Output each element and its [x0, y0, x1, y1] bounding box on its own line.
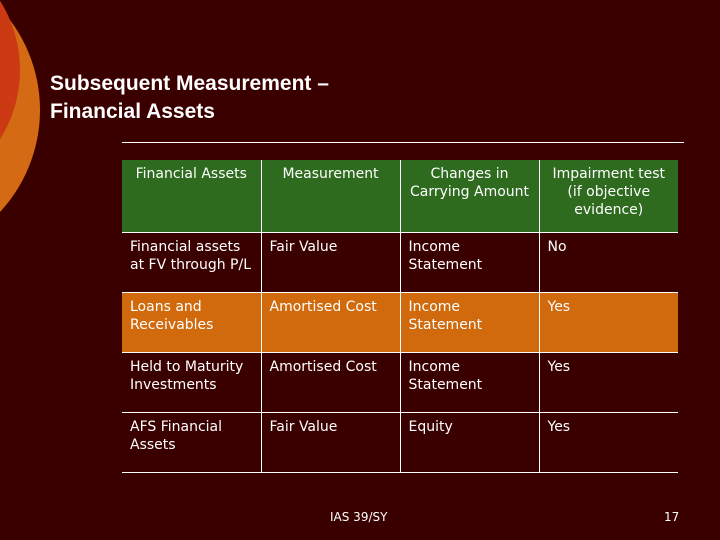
- table-cell: Amortised Cost: [261, 352, 400, 412]
- table-cell: Income Statement: [400, 352, 539, 412]
- table-row: [122, 412, 678, 472]
- table-cell: No: [539, 232, 678, 292]
- table-cell: Yes: [539, 292, 678, 352]
- table-row: [122, 232, 678, 292]
- title-line-1: Subsequent Measurement –: [50, 72, 329, 95]
- table-cell: Yes: [539, 352, 678, 412]
- table-cell: Amortised Cost: [261, 292, 400, 352]
- table-header-row: [122, 160, 678, 232]
- title-line-2: Financial Assets: [50, 100, 215, 123]
- table-cell: Financial assets at FV through P/L: [122, 232, 261, 292]
- table-cell: Held to Maturity Investments: [122, 352, 261, 412]
- table-cell: Fair Value: [261, 412, 400, 472]
- slide-number: 17: [664, 510, 680, 524]
- table-cell: Income Statement: [400, 232, 539, 292]
- title-divider: [122, 142, 684, 143]
- header-changes-in-carrying-amount: Changes in Carrying Amount: [400, 160, 539, 232]
- slide-title: [50, 70, 329, 126]
- header-measurement: Measurement: [261, 160, 400, 232]
- table-cell: AFS Financial Assets: [122, 412, 261, 472]
- header-financial-assets: Financial Assets: [122, 160, 261, 232]
- table-cell: Fair Value: [261, 232, 400, 292]
- table-cell: Loans and Receivables: [122, 292, 261, 352]
- header-impairment-test: Impairment test (if objective evidence): [539, 160, 678, 232]
- table-cell: Equity: [400, 412, 539, 472]
- table-row-highlighted: [122, 292, 678, 352]
- table-cell: Yes: [539, 412, 678, 472]
- table-cell: Income Statement: [400, 292, 539, 352]
- measurement-table: [122, 160, 678, 473]
- footer-text: IAS 39/SY: [330, 510, 388, 524]
- table-row: [122, 352, 678, 412]
